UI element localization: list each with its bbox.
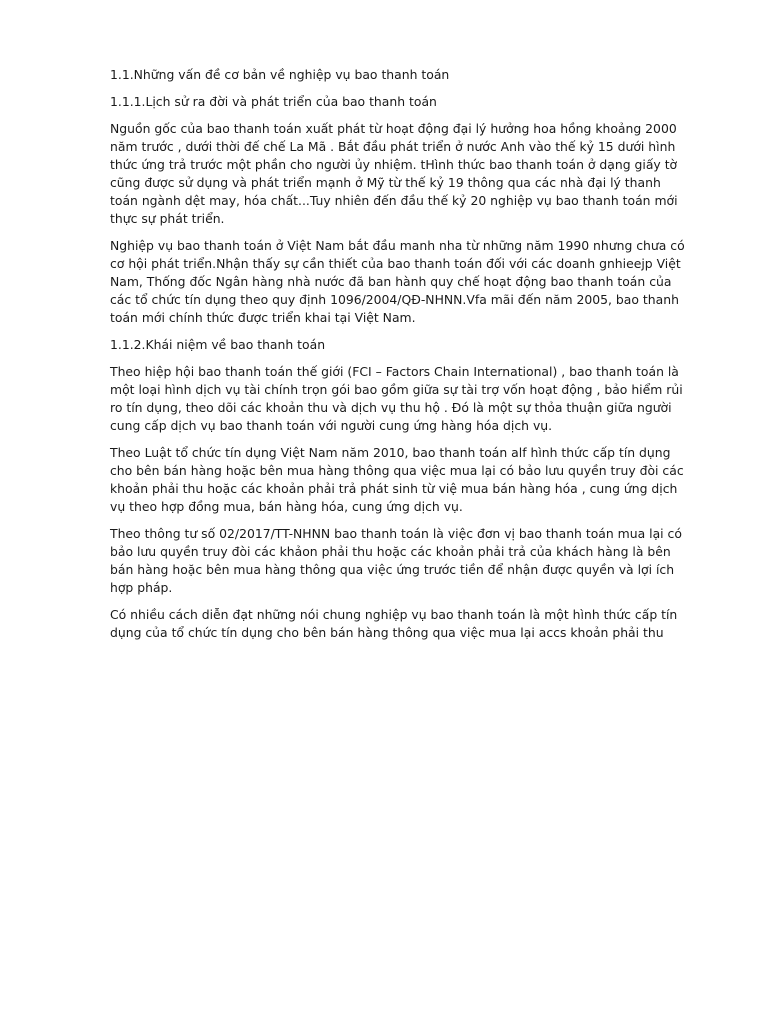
document-body [110,66,692,651]
subsection-heading-concept: 1.1.2.Khái niệm về bao thanh toán [110,337,326,352]
paragraph-law-definition: Theo Luật tổ chức tín dụng Việt Nam năm 2010, bao thanh toán alf hình thức cấp tín dụng cho bên bán hàng hoặc bên mua hàng thông qua việc mua lại có bảo lưu quyền truy đòi các khoản phải thu hoặc các khoản phải trả phát sinh từ việ mua bán hàng hóa , cung ứng dịch vụ theo hợp đồng mua, bán hàng hóa, cung ứng dịch vụ. [110,445,684,514]
paragraph-summary: Có nhiều cách diễn đạt những nói chung nghiệp vụ bao thanh toán là một hình thức cấp tín dụng của tổ chức tín dụng cho bên bán hàng thông qua việc mua lại accs khoản phải thu [110,607,678,640]
subsection-heading-history: 1.1.1.Lịch sử ra đời và phát triển của bao thanh toán [110,94,437,109]
paragraph-fci-definition: Theo hiệp hội bao thanh toán thế giới (FCI – Factors Chain International) , bao thanh toán là một loại hình dịch vụ tài chính trọn gói bao gồm giữa sự tài trợ vốn hoạt động , bảo hiểm rủi ro tín dụng, theo dõi các khoản thu và dịch vụ thu hộ . Đó là một sự thỏa thuận giữa người cung cấp dịch vụ bao thanh toán với người cung ứng hàng hóa dịch vụ. [110,364,683,433]
section-heading: 1.1.Những vấn đề cơ bản về nghiệp vụ bao thanh toán [110,67,450,82]
paragraph-circular-definition: Theo thông tư số 02/2017/TT-NHNN bao thanh toán là việc đơn vị bao thanh toán mua lại có bảo lưu quyền truy đòi các khảon phải thu hoặc các khoản phải trả của khách hàng là bên bán hàng hoặc bên mua hàng thông qua việc ứng trước tiền để nhận được quyền và lợi ích hợp pháp. [110,526,682,595]
paragraph-vietnam-history: Nghiệp vụ bao thanh toán ở Việt Nam bắt đầu manh nha từ những năm 1990 nhưng chưa có cơ hội phát triển.Nhận thấy sự cần thiết của bao thanh toán đối với các doanh gnhieejp Việt Nam, Thống đốc Ngân hàng nhà nước đã ban hành quy chế hoạt động bao thanh toán của các tổ chức tín dụng theo quy định 1096/2004/QĐ-NHNN.Vfa mãi đến năm 2005, bao thanh toán mới chính thức được triển khai tại Việt Nam. [110,238,685,325]
paragraph-origin: Nguồn gốc của bao thanh toán xuất phát từ hoạt động đại lý hưởng hoa hồng khoảng 2000 năm trước , dưới thời đế chế La Mã . Bắt đầu phát triển ở nước Anh vào thế kỷ 15 dưới hình thức ứng trả trước một phần cho người ủy nhiệm. tHình thức bao thanh toán ở dạng giấy tờ cũng được sử dụng và phát triển mạnh ở Mỹ từ thế kỷ 19 thông qua các nhà đại lý thanh toán ngành dệt may, hóa chất...Tuy nhiên đến đầu thế kỷ 20 nghiệp vụ bao thanh toán mới thực sự phát triển. [110,121,678,226]
